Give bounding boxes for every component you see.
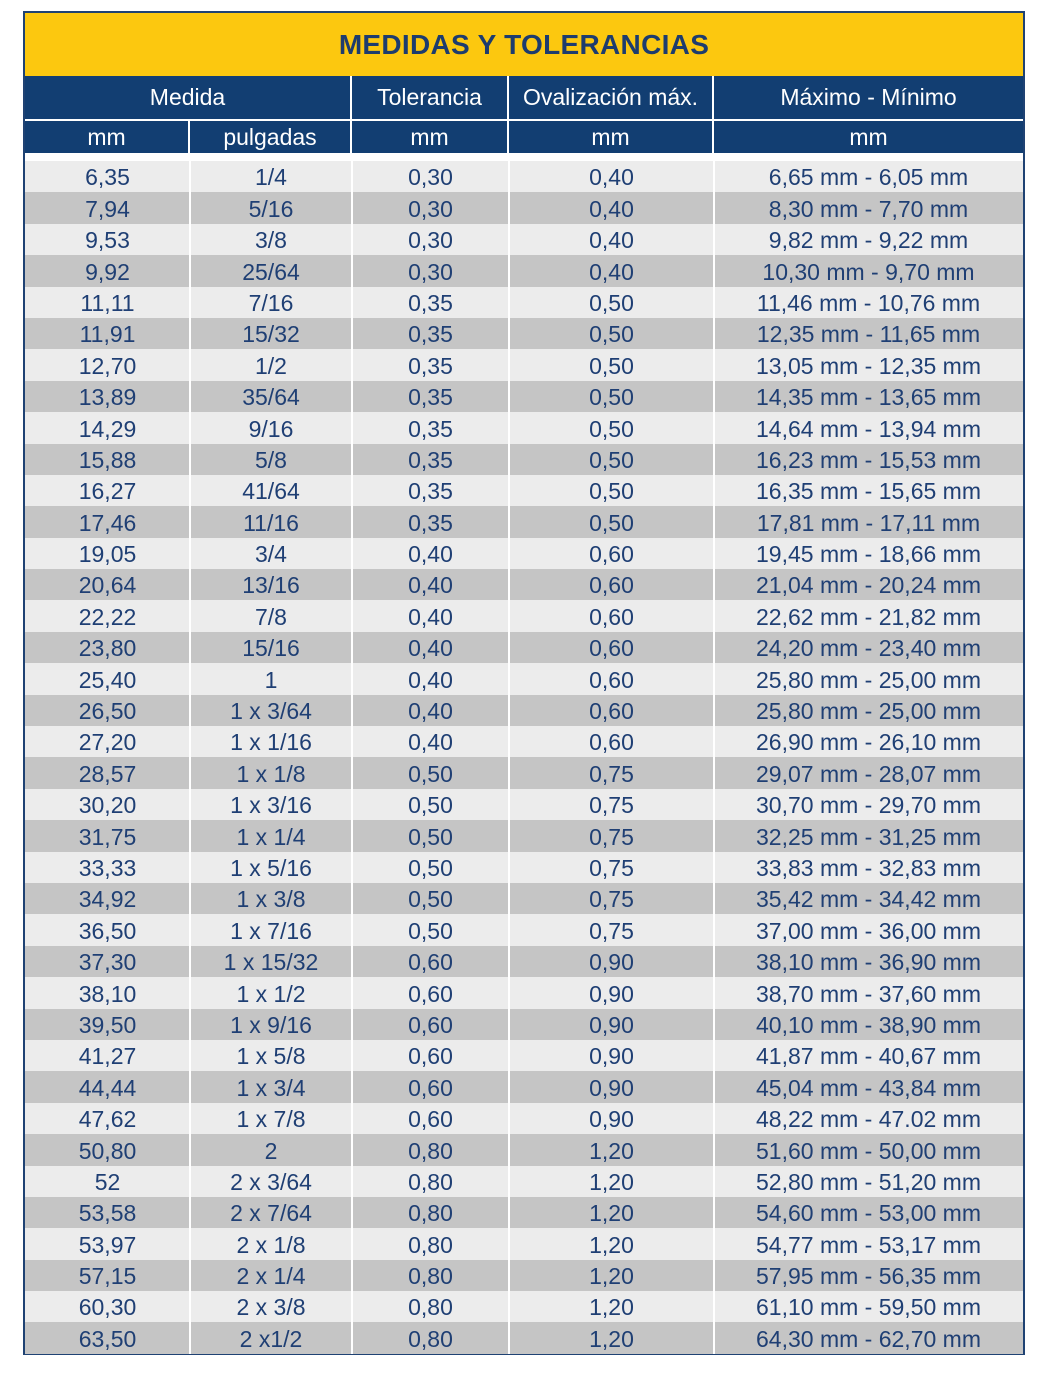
cell-ovalizacion: 0,50: [589, 384, 634, 411]
cell-ovalizacion: 0,50: [589, 321, 634, 348]
table-row: [25, 883, 1023, 914]
table-row: [25, 506, 1023, 537]
cell-ovalizacion: 0,60: [589, 635, 634, 662]
cell-tolerancia: 0,35: [408, 478, 453, 505]
cell-pulgadas: 5/8: [255, 446, 287, 473]
cell-pulgadas: 1/4: [255, 164, 287, 191]
cell-pulgadas: 7/16: [248, 289, 294, 316]
cell-mm: 34,92: [78, 886, 137, 913]
table-row: [25, 224, 1023, 255]
cell-tolerancia: 0,40: [408, 666, 453, 693]
cell-mm: 63,50: [78, 1325, 137, 1352]
table-row: [25, 192, 1023, 223]
table-row: [25, 726, 1023, 757]
cell-pulgadas: 1 x 5/16: [230, 854, 312, 881]
cell-ovalizacion: 0,50: [589, 415, 634, 442]
header-row-units: [25, 121, 1023, 153]
cell-tolerancia: 0,40: [408, 572, 453, 599]
table-row: [25, 475, 1023, 506]
cell-mm: 47,62: [78, 1106, 137, 1133]
cell-pulgadas: 2 x 3/64: [230, 1168, 312, 1195]
cell-tolerancia: 0,60: [408, 1011, 453, 1038]
table-row: [25, 538, 1023, 569]
cell-pulgadas: 2 x 1/4: [236, 1263, 306, 1290]
cell-maximo-minimo: 45,04 mm - 43,84 mm: [756, 1074, 981, 1101]
table-row: [25, 1134, 1023, 1165]
cell-mm: 25,40: [78, 666, 137, 693]
cell-tolerancia: 0,80: [408, 1294, 453, 1321]
cell-tolerancia: 0,35: [408, 446, 453, 473]
cell-tolerancia: 0,80: [408, 1231, 453, 1258]
table-row: [25, 695, 1023, 726]
cell-ovalizacion: 0,60: [589, 572, 634, 599]
cell-ovalizacion: 1,20: [589, 1137, 634, 1164]
cell-tolerancia: 0,35: [408, 509, 453, 536]
cell-tolerancia: 0,80: [408, 1137, 453, 1164]
cell-pulgadas: 15/16: [242, 635, 300, 662]
cell-tolerancia: 0,50: [408, 886, 453, 913]
table-row: [25, 1103, 1023, 1134]
cell-mm: 27,20: [78, 729, 137, 756]
cell-pulgadas: 1 x 3/4: [236, 1074, 306, 1101]
table-row: [25, 349, 1023, 380]
cell-maximo-minimo: 14,35 mm - 13,65 mm: [756, 384, 981, 411]
table-row: [25, 444, 1023, 475]
table-body: [25, 153, 1023, 1354]
cell-mm: 15,88: [78, 446, 137, 473]
cell-ovalizacion: 0,60: [589, 603, 634, 630]
cell-ovalizacion: 0,90: [589, 949, 634, 976]
cell-maximo-minimo: 8,30 mm - 7,70 mm: [768, 195, 969, 222]
cell-tolerancia: 0,60: [408, 949, 453, 976]
cell-tolerancia: 0,50: [408, 917, 453, 944]
cell-mm: 11,91: [79, 321, 136, 348]
cell-pulgadas: 7/8: [255, 603, 287, 630]
cell-mm: 41,27: [78, 1043, 137, 1070]
table-row: [25, 1322, 1023, 1353]
cell-pulgadas: 5/16: [248, 195, 294, 222]
cell-ovalizacion: 0,90: [589, 980, 634, 1007]
cell-pulgadas: 2 x 7/64: [230, 1200, 312, 1227]
cell-ovalizacion: 0,90: [589, 1011, 634, 1038]
cell-ovalizacion: 0,50: [589, 446, 634, 473]
table-row: [25, 1197, 1023, 1228]
cell-maximo-minimo: 30,70 mm - 29,70 mm: [756, 792, 981, 819]
cell-maximo-minimo: 41,87 mm - 40,67 mm: [756, 1043, 981, 1070]
cell-pulgadas: 2 x 3/8: [236, 1294, 306, 1321]
cell-maximo-minimo: 52,80 mm - 51,20 mm: [756, 1168, 981, 1195]
table-row: [25, 852, 1023, 883]
table-row: [25, 789, 1023, 820]
cell-pulgadas: 15/32: [242, 321, 300, 348]
cell-ovalizacion: 0,90: [589, 1106, 634, 1133]
cell-ovalizacion: 0,50: [589, 289, 634, 316]
cell-pulgadas: 1 x 1/2: [236, 980, 306, 1007]
cell-pulgadas: 41/64: [242, 478, 300, 505]
cell-maximo-minimo: 24,20 mm - 23,40 mm: [756, 635, 981, 662]
cell-ovalizacion: 0,40: [589, 258, 634, 285]
table-row: [25, 632, 1023, 663]
cell-maximo-minimo: 35,42 mm - 34,42 mm: [756, 886, 981, 913]
table-row: [25, 381, 1023, 412]
cell-ovalizacion: 0,40: [589, 195, 634, 222]
cell-maximo-minimo: 64,30 mm - 62,70 mm: [756, 1325, 981, 1352]
table-title: MEDIDAS Y TOLERANCIAS: [25, 13, 1023, 76]
cell-maximo-minimo: 21,04 mm - 20,24 mm: [756, 572, 981, 599]
cell-mm: 38,10: [78, 980, 137, 1007]
cell-pulgadas: 1: [264, 666, 278, 693]
cell-pulgadas: 2: [264, 1137, 278, 1164]
cell-maximo-minimo: 9,82 mm - 9,22 mm: [768, 227, 969, 254]
cell-tolerancia: 0,30: [408, 227, 453, 254]
table-row: [25, 946, 1023, 977]
cell-maximo-minimo: 57,95 mm - 56,35 mm: [756, 1263, 981, 1290]
unit-tolerancia-mm: mm: [352, 121, 509, 153]
cell-mm: 57,15: [78, 1263, 137, 1290]
cell-maximo-minimo: 17,81 mm - 17,11 mm: [756, 509, 981, 536]
cell-mm: 20,64: [78, 572, 137, 599]
cell-pulgadas: 1 x 1/16: [230, 729, 312, 756]
cell-tolerancia: 0,80: [408, 1325, 453, 1352]
cell-maximo-minimo: 38,70 mm - 37,60 mm: [756, 980, 981, 1007]
cell-maximo-minimo: 13,05 mm - 12,35 mm: [756, 352, 981, 379]
cell-mm: 53,58: [78, 1200, 137, 1227]
unit-maxmin-mm: mm: [849, 123, 888, 150]
header-medida: Medida: [25, 76, 352, 119]
cell-tolerancia: 0,35: [408, 289, 453, 316]
table-row: [25, 600, 1023, 631]
cell-maximo-minimo: 16,35 mm - 15,65 mm: [756, 478, 981, 505]
cell-tolerancia: 0,60: [408, 980, 453, 1007]
cell-maximo-minimo: 61,10 mm - 59,50 mm: [756, 1294, 981, 1321]
cell-mm: 19,05: [78, 541, 137, 568]
cell-mm: 33,33: [78, 854, 137, 881]
cell-pulgadas: 1 x 3/8: [236, 886, 306, 913]
cell-maximo-minimo: 38,10 mm - 36,90 mm: [756, 949, 981, 976]
table-row: [25, 1071, 1023, 1102]
cell-maximo-minimo: 33,83 mm - 32,83 mm: [756, 854, 981, 881]
table-row: [25, 255, 1023, 286]
table-row: [25, 161, 1023, 192]
cell-maximo-minimo: 37,00 mm - 36,00 mm: [756, 917, 981, 944]
table-row: [25, 318, 1023, 349]
cell-ovalizacion: 0,60: [589, 698, 634, 725]
table-row: [25, 1228, 1023, 1259]
cell-mm: 17,46: [78, 509, 137, 536]
cell-maximo-minimo: 54,77 mm - 53,17 mm: [756, 1231, 981, 1258]
cell-ovalizacion: 0,50: [589, 509, 634, 536]
cell-maximo-minimo: 40,10 mm - 38,90 mm: [756, 1011, 981, 1038]
cell-maximo-minimo: 48,22 mm - 47.02 mm: [756, 1106, 981, 1133]
cell-pulgadas: 1 x 3/64: [230, 698, 312, 725]
table-row: [25, 977, 1023, 1008]
header-row-main: [25, 76, 1023, 121]
cell-ovalizacion: 0,40: [589, 164, 634, 191]
unit-pulgadas: pulgadas: [190, 121, 352, 153]
table-row: [25, 820, 1023, 851]
cell-ovalizacion: 1,20: [589, 1325, 634, 1352]
table-row: [25, 1040, 1023, 1071]
cell-maximo-minimo: 14,64 mm - 13,94 mm: [756, 415, 981, 442]
cell-mm: 60,30: [78, 1294, 137, 1321]
cell-maximo-minimo: 51,60 mm - 50,00 mm: [756, 1137, 981, 1164]
cell-ovalizacion: 0,90: [589, 1074, 634, 1101]
cell-ovalizacion: 1,20: [589, 1168, 634, 1195]
cell-mm: 6,35: [85, 164, 130, 191]
cell-maximo-minimo: 54,60 mm - 53,00 mm: [756, 1200, 981, 1227]
cell-ovalizacion: 1,20: [589, 1294, 634, 1321]
cell-tolerancia: 0,50: [408, 760, 453, 787]
cell-mm: 28,57: [78, 760, 137, 787]
header-ovalizacion: Ovalización máx.: [509, 76, 714, 119]
cell-ovalizacion: 1,20: [589, 1231, 634, 1258]
cell-ovalizacion: 0,60: [589, 541, 634, 568]
table-row: [25, 1260, 1023, 1291]
cell-maximo-minimo: 11,46 mm - 10,76 mm: [756, 289, 981, 316]
table-row: [25, 1291, 1023, 1322]
cell-pulgadas: 1 x 1/8: [236, 760, 306, 787]
cell-ovalizacion: 0,50: [589, 478, 634, 505]
header-maximo-minimo: Máximo - Mínimo: [780, 84, 957, 110]
unit-ovalizacion-mm: mm: [509, 121, 714, 153]
table-row: [25, 287, 1023, 318]
cell-tolerancia: 0,50: [408, 854, 453, 881]
cell-maximo-minimo: 6,65 mm - 6,05 mm: [768, 164, 969, 191]
cell-mm: 39,50: [78, 1011, 137, 1038]
cell-maximo-minimo: 16,23 mm - 15,53 mm: [756, 446, 981, 473]
cell-mm: 36,50: [78, 917, 137, 944]
cell-mm: 37,30: [78, 949, 137, 976]
cell-mm: 30,20: [78, 792, 137, 819]
cell-ovalizacion: 0,75: [589, 823, 634, 850]
cell-ovalizacion: 1,20: [589, 1200, 634, 1227]
table-row: [25, 914, 1023, 945]
cell-ovalizacion: 0,75: [589, 854, 634, 881]
cell-mm: 23,80: [78, 635, 137, 662]
table-row: [25, 1009, 1023, 1040]
cell-ovalizacion: 0,40: [589, 227, 634, 254]
cell-pulgadas: 3/8: [255, 227, 287, 254]
cell-pulgadas: 1 x 7/16: [230, 917, 312, 944]
cell-maximo-minimo: 12,35 mm - 11,65 mm: [756, 321, 981, 348]
cell-pulgadas: 1 x 15/32: [223, 949, 319, 976]
cell-tolerancia: 0,40: [408, 698, 453, 725]
cell-mm: 11,11: [80, 289, 135, 316]
cell-ovalizacion: 0,75: [589, 886, 634, 913]
cell-maximo-minimo: 10,30 mm - 9,70 mm: [762, 258, 975, 285]
cell-mm: 52: [94, 1168, 121, 1195]
cell-pulgadas: 1 x 7/8: [236, 1106, 306, 1133]
cell-mm: 50,80: [78, 1137, 137, 1164]
cell-maximo-minimo: 25,80 mm - 25,00 mm: [756, 666, 981, 693]
cell-mm: 16,27: [78, 478, 137, 505]
cell-tolerancia: 0,80: [408, 1263, 453, 1290]
cell-tolerancia: 0,40: [408, 603, 453, 630]
cell-mm: 7,94: [85, 195, 130, 222]
table-row: [25, 1166, 1023, 1197]
cell-tolerancia: 0,80: [408, 1200, 453, 1227]
cell-tolerancia: 0,50: [408, 823, 453, 850]
cell-mm: 22,22: [78, 603, 137, 630]
cell-ovalizacion: 0,75: [589, 792, 634, 819]
cell-mm: 14,29: [78, 415, 137, 442]
cell-pulgadas: 1 x 5/8: [236, 1043, 306, 1070]
cell-maximo-minimo: 19,45 mm - 18,66 mm: [756, 541, 981, 568]
cell-mm: 13,89: [78, 384, 137, 411]
cell-ovalizacion: 0,90: [589, 1043, 634, 1070]
cell-tolerancia: 0,40: [408, 729, 453, 756]
cell-pulgadas: 1/2: [255, 352, 287, 379]
cell-ovalizacion: 0,50: [589, 352, 634, 379]
cell-pulgadas: 2 x 1/8: [236, 1231, 306, 1258]
cell-ovalizacion: 0,60: [589, 729, 634, 756]
cell-ovalizacion: 0,75: [589, 917, 634, 944]
cell-pulgadas: 1 x 3/16: [230, 792, 312, 819]
cell-maximo-minimo: 29,07 mm - 28,07 mm: [756, 760, 981, 787]
cell-ovalizacion: 1,20: [589, 1263, 634, 1290]
cell-tolerancia: 0,60: [408, 1043, 453, 1070]
cell-tolerancia: 0,30: [408, 195, 453, 222]
cell-tolerancia: 0,30: [408, 164, 453, 191]
cell-tolerancia: 0,60: [408, 1074, 453, 1101]
table-row: [25, 412, 1023, 443]
cell-tolerancia: 0,35: [408, 352, 453, 379]
cell-mm: 9,53: [85, 227, 130, 254]
header-tolerancia: Tolerancia: [352, 76, 509, 119]
cell-mm: 53,97: [78, 1231, 137, 1258]
cell-mm: 26,50: [78, 698, 137, 725]
cell-pulgadas: 13/16: [242, 572, 300, 599]
cell-tolerancia: 0,30: [408, 258, 453, 285]
cell-maximo-minimo: 22,62 mm - 21,82 mm: [756, 603, 981, 630]
cell-pulgadas: 1 x 9/16: [230, 1011, 312, 1038]
cell-mm: 44,44: [78, 1074, 137, 1101]
unit-mm: mm: [25, 121, 190, 153]
table-row: [25, 663, 1023, 694]
cell-maximo-minimo: 32,25 mm - 31,25 mm: [756, 823, 981, 850]
cell-tolerancia: 0,50: [408, 792, 453, 819]
cell-mm: 12,70: [78, 352, 137, 379]
cell-pulgadas: 9/16: [248, 415, 294, 442]
cell-pulgadas: 3/4: [255, 541, 287, 568]
cell-ovalizacion: 0,60: [589, 666, 634, 693]
cell-tolerancia: 0,80: [408, 1168, 453, 1195]
table-row: [25, 569, 1023, 600]
cell-tolerancia: 0,40: [408, 541, 453, 568]
cell-pulgadas: 1 x 1/4: [236, 823, 306, 850]
cell-maximo-minimo: 26,90 mm - 26,10 mm: [756, 729, 981, 756]
cell-pulgadas: 35/64: [242, 384, 300, 411]
tolerance-table: [23, 11, 1025, 1355]
cell-ovalizacion: 0,75: [589, 760, 634, 787]
cell-tolerancia: 0,35: [408, 384, 453, 411]
cell-tolerancia: 0,60: [408, 1106, 453, 1133]
table-row: [25, 757, 1023, 788]
cell-tolerancia: 0,40: [408, 635, 453, 662]
cell-mm: 9,92: [85, 258, 130, 285]
cell-maximo-minimo: 25,80 mm - 25,00 mm: [756, 698, 981, 725]
cell-tolerancia: 0,35: [408, 415, 453, 442]
cell-tolerancia: 0,35: [408, 321, 453, 348]
cell-mm: 31,75: [78, 823, 137, 850]
cell-pulgadas: 2 x1/2: [239, 1325, 303, 1352]
cell-pulgadas: 11/16: [243, 509, 299, 536]
cell-pulgadas: 25/64: [242, 258, 300, 285]
